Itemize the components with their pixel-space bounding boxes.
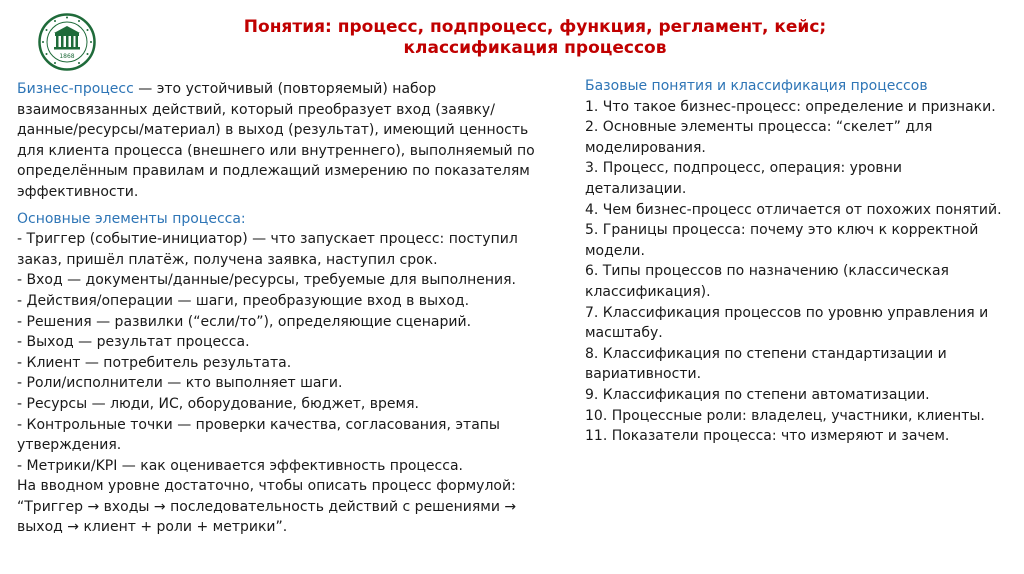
list-item: - Контрольные точки — проверки качества, согласования, этапы утверждения. — [17, 416, 500, 454]
left-column — [17, 79, 537, 538]
list-item: - Метрики/KPI — как оценивается эффективность процесса. — [17, 457, 463, 474]
list-item: 7. Классификация процессов по уровню управления и масштабу. — [585, 304, 989, 342]
topics-list — [585, 97, 1005, 447]
list-item: - Выход — результат процесса. — [17, 334, 250, 351]
definition-term: Бизнес-процесс — [17, 81, 134, 97]
topics-heading: Базовые понятия и классификация процессов — [585, 78, 928, 94]
list-item: - Решения — развилки (“если/то”), определяющие сценарий. — [17, 313, 472, 330]
slide-title-line-2: классификация процессов — [403, 38, 667, 58]
list-item: 9. Классификация по степени автоматизации. — [585, 386, 930, 403]
list-item: - Действия/операции — шаги, преобразующие вход в выход. — [17, 292, 470, 309]
list-item: - Роли/исполнители — кто выполняет шаги. — [17, 375, 343, 392]
right-column — [585, 76, 1005, 447]
definition-text: — это устойчивый (повторяемый) набор взаимосвязанных действий, который преобразует вход (заявку/данные/ресурсы/материал) в выход (результат), имеющий ценность для клиента процесса (внешнего или внутреннего), выполняемый по определённым правилам и подлежащий измерению по показателям эффективности. — [17, 81, 535, 200]
list-item: - Вход — документы/данные/ресурсы, требуемые для выполнения. — [17, 272, 516, 289]
university-seal-icon — [38, 13, 96, 71]
list-item: 2. Основные элементы процесса: “скелет” для моделирования. — [585, 119, 933, 156]
list-item: - Клиент — потребитель результата. — [17, 354, 292, 371]
list-item: 10. Процессные роли: владелец, участники, клиенты. — [585, 407, 985, 424]
elements-list — [17, 229, 537, 476]
list-item: 5. Границы процесса: почему это ключ к корректной модели. — [585, 222, 979, 259]
slide-title-line-1: Понятия: процесс, подпроцесс, функция, регламент, кейс; — [243, 17, 827, 37]
logo-year: 1868 — [59, 53, 75, 60]
definition-paragraph — [17, 79, 537, 203]
list-item: 1. Что такое бизнес-процесс: определение и признаки. — [585, 98, 996, 115]
list-item: 8. Классификация по степени стандартизации и вариативности. — [585, 345, 947, 383]
list-item: 6. Типы процессов по назначению (классическая классификация). — [585, 263, 949, 300]
slide-title — [150, 17, 920, 59]
elements-heading: Основные элементы процесса: — [17, 210, 246, 227]
list-item: 3. Процесс, подпроцесс, операция: уровни детализации. — [585, 160, 902, 197]
list-item: 11. Показатели процесса: что измеряют и зачем. — [585, 428, 950, 445]
list-item: - Триггер (событие-инициатор) — что запускает процесс: поступил заказ, пришёл платёж, получена заявка, наступил срок. — [17, 231, 518, 268]
list-item: - Ресурсы — люди, ИС, оборудование, бюджет, время. — [17, 395, 419, 412]
list-item: 4. Чем бизнес-процесс отличается от похожих понятий. — [585, 201, 1002, 218]
formula-conclusion: На вводном уровне достаточно, чтобы описать процесс формулой: “Триггер → входы → последовательность действий с решениями → выход → клиент + роли + метрики”. — [17, 478, 517, 536]
